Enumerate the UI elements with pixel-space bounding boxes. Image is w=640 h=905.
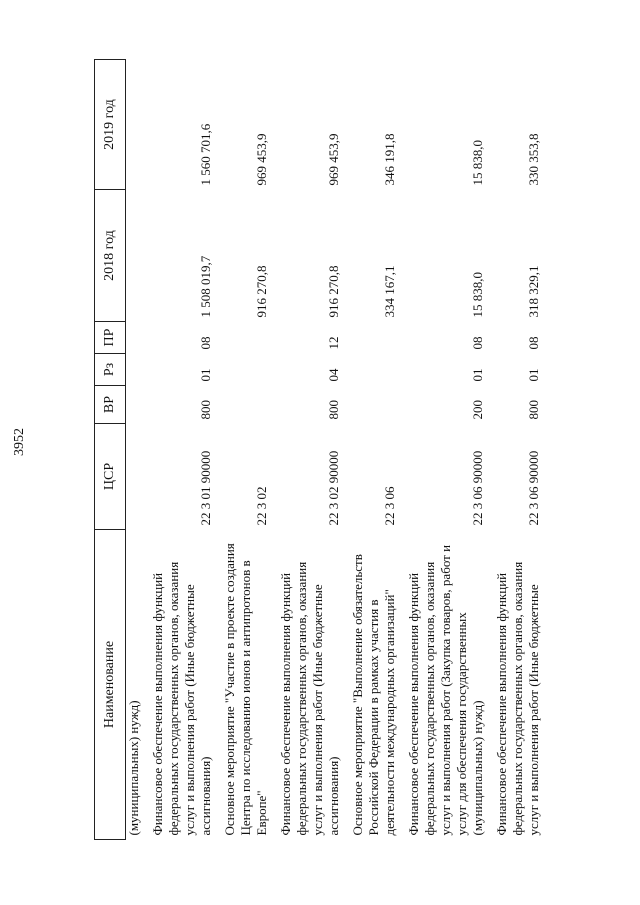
table-row [273,60,345,840]
header-vr: ВР [95,386,126,424]
row-rz: 04 [326,368,341,382]
row-vr: 800 [326,400,341,420]
row-2018: 916 270,8 [254,265,269,318]
row-vr [217,386,273,424]
page-number: 3952 [12,428,27,456]
row-2019: 346 191,8 [382,133,397,186]
budget-table [94,59,545,840]
row-2018: 1 508 019,7 [198,255,213,318]
row-rz: 01 [198,368,213,382]
row-name: Основное мероприятие "Участие в проекте создания Центра по исследованию ионов и антипротонов в Европе" [222,543,269,836]
row-rz [345,354,401,386]
table-row [489,60,545,840]
row-2018: 916 270,8 [326,265,341,318]
table-row [217,60,273,840]
row-rz [217,354,273,386]
row-2018: 318 329,1 [526,265,541,318]
header-pr: ПР [95,322,126,354]
row-2019: 330 353,8 [526,133,541,186]
row-csr: 22 3 06 90000 [526,450,541,526]
row-name: Финансовое обеспечение выполнения функций федеральных государственных органов, оказания услуг и выполнения работ (Иные бюджетные [494,561,541,836]
table-header-row [95,60,126,840]
table-row [345,60,401,840]
row-2019: 15 838,0 [470,140,485,186]
row-vr: 200 [470,400,485,420]
row-csr: 22 3 06 90000 [470,450,485,526]
header-2018: 2018 год [95,190,126,322]
row-csr: 22 3 06 [382,486,397,526]
header-rz: Рз [95,354,126,386]
row-csr: 22 3 02 90000 [326,450,341,526]
row-vr: 800 [198,400,213,420]
row-pr [217,322,273,354]
row-2018: 15 838,0 [470,272,485,318]
row-2018: 334 167,1 [382,265,397,318]
budget-table-container [94,60,586,840]
continuation-text: (муниципальных) нужд) [126,700,141,836]
row-pr: 08 [526,336,541,350]
header-csr: ЦСР [95,424,126,530]
table-row [145,60,217,840]
row-pr: 08 [470,336,485,350]
row-name: Финансовое обеспечение выполнения функций федеральных государственных органов, оказания услуг и выполнения работ (Закупка товаров, работ и услуг для обеспечения государственных (муниципальных) нужд) [406,544,485,836]
row-rz: 01 [470,368,485,382]
row-csr: 22 3 02 [254,486,269,526]
row-csr: 22 3 01 90000 [198,450,213,526]
row-pr: 12 [326,336,341,350]
row-pr: 08 [198,336,213,350]
row-name: Финансовое обеспечение выполнения функций федеральных государственных органов, оказания услуг и выполнения работ (Иные бюджетные ассигнования) [150,561,213,836]
continuation-row [126,60,146,840]
row-2019: 969 453,9 [326,133,341,186]
row-rz: 01 [526,368,541,382]
row-name: Финансовое обеспечение выполнения функций федеральных государственных органов, оказания услуг и выполнения работ (Иные бюджетные ассигнования) [278,561,341,836]
row-pr [345,322,401,354]
row-vr: 800 [526,400,541,420]
header-name: Наименование [95,530,126,840]
row-2019: 969 453,9 [254,133,269,186]
row-2019: 1 560 701,6 [198,123,213,186]
row-vr [345,386,401,424]
table-row [401,60,489,840]
header-2019: 2019 год [95,60,126,190]
row-name: Основное мероприятие "Выполнение обязательств Российской Федерации в рамках участия в деятельности международных организаций" [350,554,397,836]
